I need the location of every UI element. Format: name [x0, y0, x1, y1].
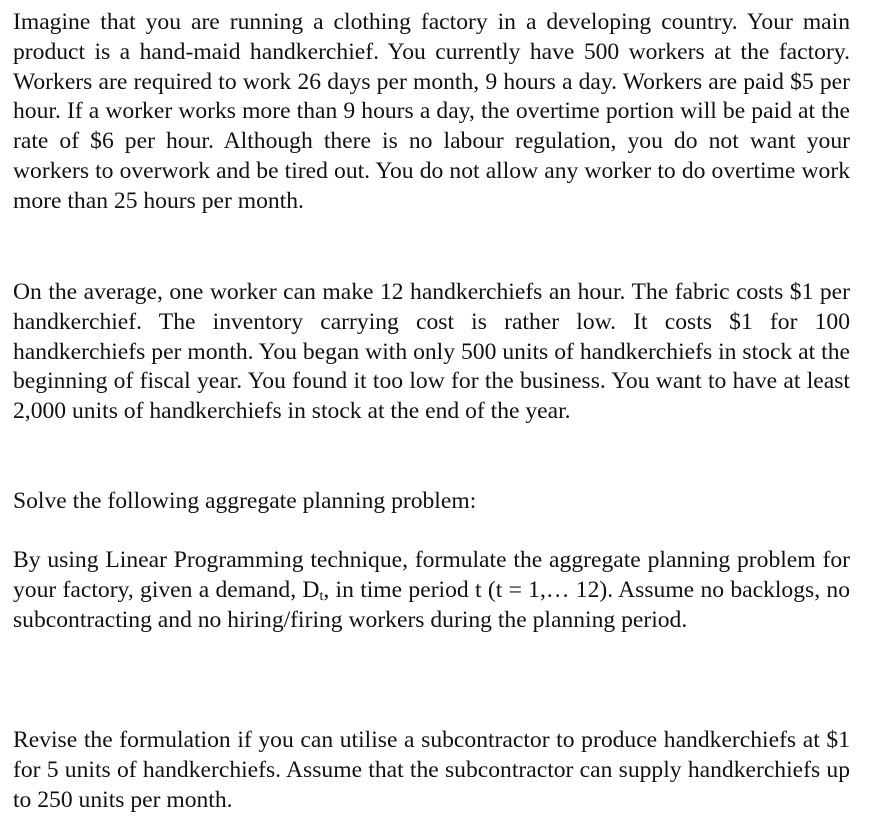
- paragraph-question-formulation: [13, 546, 850, 635]
- question-text-after: , in time period t (t = 1,… 12). Assume no backlogs, no subcontracting and no hiring/firing workers during the planning period.: [13, 576, 851, 633]
- paragraph-instruction: Solve the following aggregate planning problem:: [13, 488, 477, 514]
- paragraph-scenario: Imagine that you are running a clothing factory in a developing country. Your main product is a hand-maid handkerchief. You currently have 500 workers at the factory. Workers are required to work 26 days per month, 9 hours a day. Workers are paid $5 per hour. If a worker works more than 9 hours a day, the overtime portion will be paid at the rate of $6 per hour. Although there is no labour regulation, you do not want your workers to overwork and be tired out. You do not allow any worker to do overtime work more than 25 hours per month.: [13, 9, 850, 214]
- question-text-before: By using Linear Programming technique, formulate the aggregate planning problem for your factory, given a demand, D: [13, 547, 850, 603]
- demand-subscript: t: [319, 588, 324, 604]
- paragraph-question-subcontractor: Revise the formulation if you can utilise a subcontractor to produce handkerchiefs at $1 for 5 units of handkerchiefs. Assume that the subcontractor can supply handkerchiefs up to 250 units per month.: [13, 727, 850, 813]
- paragraph-production-details: On the average, one worker can make 12 handkerchiefs an hour. The fabric costs $1 per handkerchief. The inventory carrying cost is rather low. It costs $1 for 100 handkerchiefs per month. You began with only 500 units of handkerchiefs in stock at the beginning of fiscal year. You found it too low for the business. You want to have at least 2,000 units of handkerchiefs in stock at the end of the year.: [13, 279, 850, 425]
